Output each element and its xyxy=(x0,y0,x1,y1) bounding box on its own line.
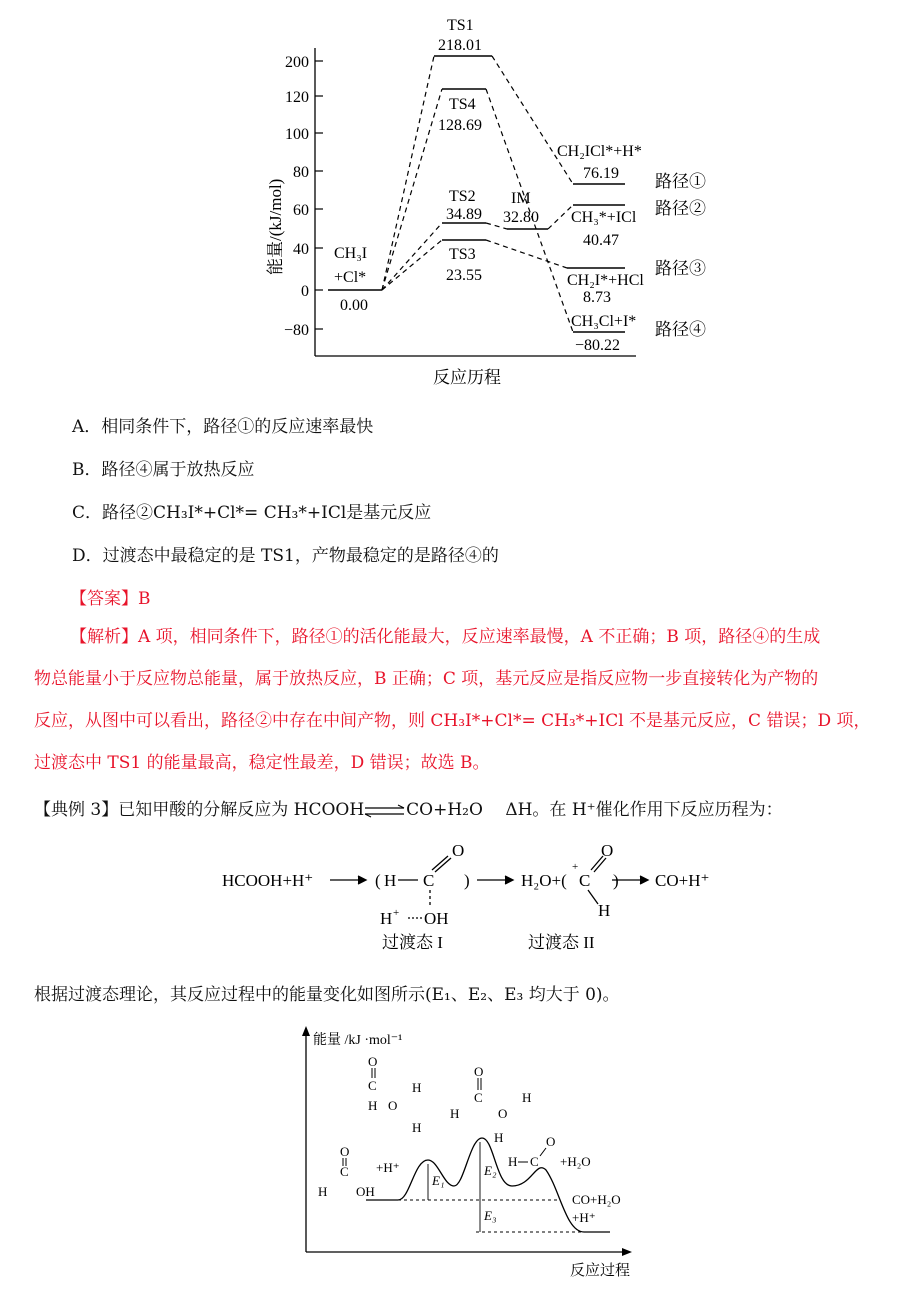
paren: ) xyxy=(464,871,470,890)
im-value: 32.80 xyxy=(503,209,539,226)
scheme-mid: H₂O+( xyxy=(521,871,567,890)
paren: ( xyxy=(375,871,381,890)
path3-label: 路径③ xyxy=(655,259,706,278)
p4-value: −80.22 xyxy=(575,337,621,354)
ts1-label: TS1 xyxy=(447,17,474,34)
ytick: 200 xyxy=(285,54,309,71)
reactant-value: 0.00 xyxy=(340,297,368,314)
answer: 【答案】B xyxy=(70,589,151,609)
analysis xyxy=(34,616,871,784)
svg-text:O: O xyxy=(340,1144,350,1159)
path1-label: 路径① xyxy=(655,172,706,191)
analysis-line3: 反应，从图中可以看出，路径②中存在中间产物，则 CH₃I*+Cl*= CH₃*+ICl 不是基元反应，C 错误；D 项， xyxy=(34,711,871,731)
ytick: 120 xyxy=(285,89,309,106)
paren: ) xyxy=(613,871,619,890)
p1-formula: CH₂ICl*+H* xyxy=(557,143,642,160)
scheme-end: CO+H⁺ xyxy=(655,871,710,890)
e3-label: E₃ xyxy=(484,1208,497,1223)
end-label1: CO+H₂O xyxy=(572,1192,621,1207)
atom-o: O xyxy=(452,841,465,860)
im-label: IM xyxy=(511,190,531,207)
svg-text:+: + xyxy=(572,861,579,873)
svg-text:O: O xyxy=(368,1054,378,1069)
theory-text: 根据过渡态理论，其反应过程中的能量变化如图所示(E₁、E₂、E₃ 均大于 0)。 xyxy=(34,985,620,1005)
atom-c: C xyxy=(579,871,591,890)
energy-diagram-2 xyxy=(0,1020,917,1293)
e2-label: E₂ xyxy=(484,1163,497,1178)
x-axis-label: 反应过程 xyxy=(570,1263,631,1279)
analysis-line4: 过渡态中 TS1 的能量最高，稳定性最差，D 错误；故选 B。 xyxy=(34,753,490,773)
svg-text:H: H xyxy=(508,1154,518,1169)
path4-label: 路径④ xyxy=(655,320,706,339)
example3-line xyxy=(34,795,783,820)
svg-text:H: H xyxy=(522,1090,532,1105)
mid-h2o: +H₂O xyxy=(560,1154,591,1169)
atom-h: H xyxy=(598,901,611,920)
svg-text:H: H xyxy=(494,1130,504,1145)
ts3-label: TS3 xyxy=(449,246,476,263)
y-axis-label: 能量 /kJ ·mol⁻¹ xyxy=(313,1033,403,1048)
svg-text:C: C xyxy=(474,1090,483,1105)
svg-text:+: + xyxy=(393,907,400,919)
ytick: 80 xyxy=(293,164,309,181)
ts1-value: 218.01 xyxy=(438,37,482,54)
ts4-label: TS4 xyxy=(449,96,476,113)
atom-o: O xyxy=(601,841,614,860)
ts2-value: 34.89 xyxy=(446,206,482,223)
svg-text:C: C xyxy=(340,1164,349,1179)
y-axis-label: 能量/(kJ/mol) xyxy=(266,178,285,275)
ytick: 100 xyxy=(285,126,309,143)
svg-text:C: C xyxy=(368,1078,377,1093)
equilibrium-arrow-icon xyxy=(364,804,406,818)
reactant-cl: +Cl* xyxy=(334,269,367,286)
svg-text:H: H xyxy=(412,1080,422,1095)
option-c: C．路径②CH₃I*+Cl*= CH₃*+ICl是基元反应 xyxy=(72,503,432,523)
reactant-formula: CH₃I xyxy=(334,245,368,262)
scheme-ts1-label: 过渡态 I xyxy=(382,933,443,952)
ytick: 60 xyxy=(293,202,309,219)
svg-text:H: H xyxy=(368,1098,378,1113)
svg-text:H: H xyxy=(450,1106,460,1121)
analysis-line2: 物总能量小于反应物总能量，属于放热反应，B 正确；C 项，基元反应是指反应物一步直接转化为产物的 xyxy=(34,669,819,689)
svg-text:O: O xyxy=(474,1064,484,1079)
option-b: B．路径④属于放热反应 xyxy=(72,460,255,480)
svg-text:O: O xyxy=(546,1134,556,1149)
p4-formula: CH₃Cl+I* xyxy=(571,313,637,330)
p2-value: 40.47 xyxy=(583,232,619,249)
ts4-value: 128.69 xyxy=(438,117,482,134)
p3-formula: CH₂I*+HCl xyxy=(567,272,644,289)
svg-text:OH: OH xyxy=(356,1184,375,1199)
svg-text:O: O xyxy=(498,1106,508,1121)
example3-suffix: CO+H₂O ΔH。在 H⁺催化作用下反应历程为： xyxy=(406,800,783,820)
ytick: 40 xyxy=(293,241,309,258)
svg-text:H: H xyxy=(318,1184,328,1199)
scheme-start: HCOOH+H⁺ xyxy=(222,871,314,890)
e1-label: E₁ xyxy=(432,1173,445,1188)
example3-prefix: 【典例 3】已知甲酸的分解反应为 HCOOH xyxy=(34,800,365,820)
reaction-scheme xyxy=(0,838,917,958)
p2-formula: CH₃*+ICl xyxy=(571,209,637,226)
atom-c: C xyxy=(423,871,435,890)
svg-text:C: C xyxy=(530,1154,539,1169)
ts3-value: 23.55 xyxy=(446,267,482,284)
atom-h: H xyxy=(380,909,393,928)
scheme-ts2-label: 过渡态 II xyxy=(528,933,595,952)
start-h-plus: +H⁺ xyxy=(376,1160,400,1175)
svg-text:H: H xyxy=(412,1120,422,1135)
option-a: A．相同条件下，路径①的反应速率最快 xyxy=(72,417,374,437)
p3-value: 8.73 xyxy=(583,289,611,306)
end-label2: +H⁺ xyxy=(572,1210,596,1225)
analysis-line1: 【解析】A 项，相同条件下，路径①的活化能最大，反应速率最慢，A 不正确；B 项，路径④的生成 xyxy=(70,627,821,647)
ytick: −80 xyxy=(283,322,309,339)
ytick: 0 xyxy=(301,283,309,300)
path2-label: 路径② xyxy=(655,199,706,218)
atom-oh: OH xyxy=(424,909,449,928)
p1-value: 76.19 xyxy=(583,165,619,182)
ts2-label: TS2 xyxy=(449,188,476,205)
svg-text:O: O xyxy=(388,1098,398,1113)
x-axis-label: 反应历程 xyxy=(433,368,501,387)
energy-diagram-1 xyxy=(0,0,917,400)
option-d: D．过渡态中最稳定的是 TS1，产物最稳定的是路径④的 xyxy=(72,546,499,566)
atom-h: H xyxy=(384,871,397,890)
